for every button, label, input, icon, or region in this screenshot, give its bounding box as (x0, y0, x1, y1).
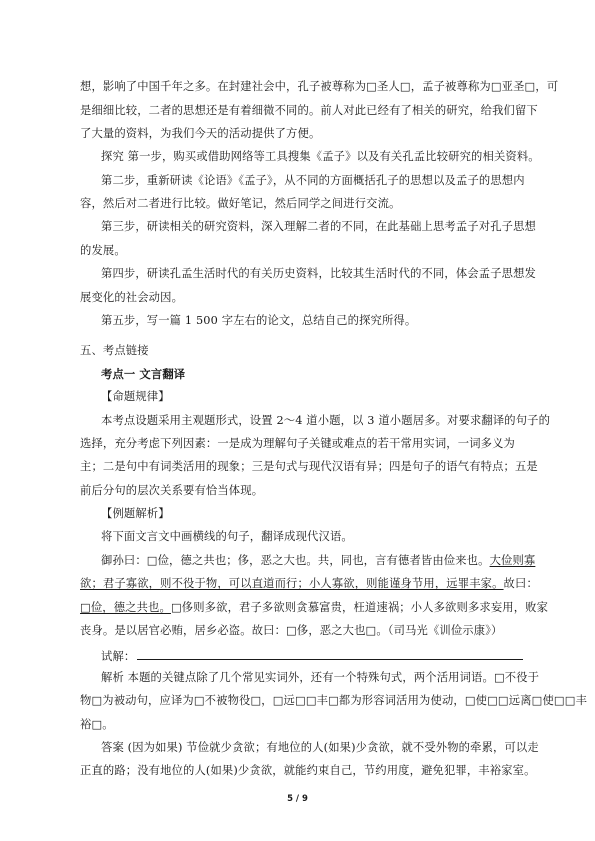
underlined-sentence: □俭，德之共也。 (80, 601, 171, 614)
paragraph-line: 是细细比较，二者的思想还是有着细微不同的。前人对此已经有了相关的研究，给我们留下 (80, 104, 538, 117)
rule-text: 本考点设题采用主观题形式，设置 2～4 道小题，以 3 道小题居多。对要求翻译的句子的 (101, 414, 551, 427)
step-four: 第四步，研读孔孟生活时代的有关历史资料，比较其生活时代的不同，体会孟子思想发 (101, 267, 536, 280)
paragraph-line: 了大量的资料，为我们今天的活动提供了方便。 (80, 127, 321, 140)
step-four-cont: 展变化的社会动因。 (80, 291, 184, 304)
rule-text: 选择，充分考虑下列因素：一是成为理解句子关键或难点的若干常用实词，一词多义为 (80, 437, 515, 450)
passage-line (101, 554, 535, 568)
underlined-sentence: 欲；君子寡欲，则不役于物，可以直道而行；小人寡欲，则能谨身节用，远罪丰家。 (80, 577, 504, 590)
step-one: 探究 第一步，购买或借助网络等工具搜集《孟子》以及有关孔孟比较研究的相关资料。 (101, 150, 540, 163)
point-title: 考点一 文言翻译 (101, 367, 186, 381)
paragraph-line: 想，影响了中国千年之多。在封建社会中，孔子被尊称为□圣人□，孟子被尊称为□亚圣□，可 (80, 80, 559, 93)
step-three-cont: 的发展。 (80, 244, 126, 257)
underlined-sentence: 大俭则寡 (489, 554, 536, 567)
step-two-cont: 容，然后对二者进行比较。做好笔记，然后同学之间进行交流。 (80, 197, 401, 210)
analysis-text: 解析 本题的关键点除了几个常见实词外，还有一个特殊句式，两个活用词语。□不役于 (101, 671, 540, 684)
page-number: 5 / 9 (287, 794, 308, 804)
rule-text: 主；二是句中有词类活用的现象；三是句式与现代汉语有异；四是句子的语气有特点；五是 (80, 460, 538, 473)
answer-text: 正直的路；没有地位的人(如果)少贪欲，就能约束自己，节约用度，避免犯罪，丰裕家室。 (80, 764, 536, 777)
step-two: 第二步，重新研读《论语》《孟子》，从不同的方面概括孔子的思想以及孟子的思想内 (101, 174, 525, 187)
task-instruction: 将下面文言文中画横线的句子，翻译成现代汉语。 (101, 530, 353, 543)
step-five: 第五步，写一篇 1 500 字左右的论文，总结自己的探究所得。 (101, 314, 417, 327)
rule-text: 前后分句的层次关系要有恰当体现。 (80, 484, 264, 497)
passage-line (80, 601, 548, 615)
passage-text: 御孙曰：□俭，德之共也；侈，恶之大也。共，同也，言有德者皆由俭来也。 (101, 554, 490, 567)
section-heading: 五、考点链接 (80, 344, 149, 357)
passage-line: 丧身。是以居官必贿，居乡必盗。故曰：□侈，恶之大也□。（司马光《训俭示康》） (80, 624, 503, 637)
answer-blank[interactable] (137, 648, 523, 660)
example-label: 【例题解析】 (101, 507, 170, 520)
rule-label: 【命题规律】 (101, 390, 170, 403)
try-label: 试解： (101, 650, 136, 663)
answer-blank-row (101, 648, 523, 664)
analysis-text: 裕□。 (80, 718, 114, 731)
passage-text: 故曰： (503, 577, 538, 590)
step-three: 第三步，研读相关的研究资料，深入理解二者的不同，在此基础上思考孟子对孔子思想 (101, 220, 536, 233)
analysis-text: 物□为被动句，应译为□不被物役□，□远□□丰□都为形容词活用为使动，□使□□远离□使□□丰 (80, 694, 588, 707)
answer-text: 答案 (因为如果) 节俭就少贪欲；有地位的人(如果)少贪欲，就不受外物的牵累，可以走 (101, 741, 539, 754)
passage-text: □侈则多欲，君子多欲则贪慕富贵，枉道速祸；小人多欲则多求妄用，败家 (170, 601, 549, 614)
passage-line (80, 577, 538, 591)
